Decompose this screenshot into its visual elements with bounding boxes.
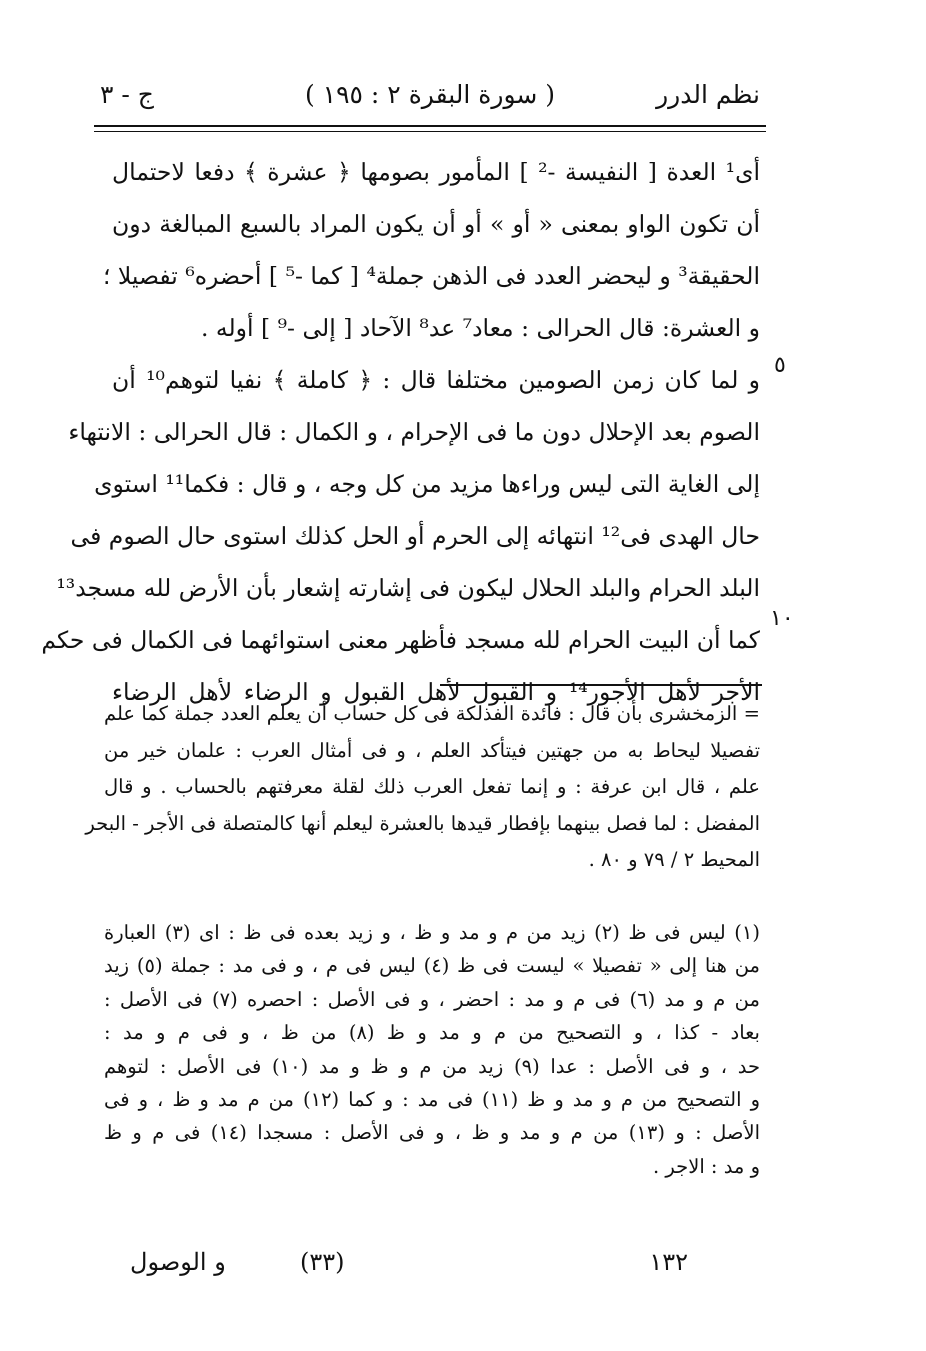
signature-mark: (٣٣) xyxy=(300,1248,345,1276)
volume-number: ج - ٣ xyxy=(100,80,154,109)
note-line: علم ، قال ابن عرفة : و إنما تفعل العرب ذلك لقلة معرفتهم بالحساب . و قال xyxy=(104,775,760,798)
note-line: المحيط ٢ / ٧٩ و ٨٠ . xyxy=(588,848,760,871)
line-number-5: ٥ xyxy=(774,353,786,378)
surah-reference: ( سورة البقرة ٢ : ١٩٥ ) xyxy=(304,80,556,109)
main-line: و لما كان زمن الصومين مختلفا قال : ﴿ كاملة ﴾ نفيا لتوهم¹⁰ أن xyxy=(112,366,760,394)
note-line: المفضل : لما فصل بينهما بإفطار قيدها بالعشرة ليعلم أنها كالمتصلة فى الأجر - البحر xyxy=(85,811,760,835)
variant-line: بعاد - كذا ، و التصحيح من م و مد و ظ (٨) من ظ ، و فى م و مد : xyxy=(104,1021,760,1045)
commentary-notes xyxy=(85,696,760,879)
variant-readings xyxy=(104,916,760,1183)
main-line: حال الهدى فى¹² انتهائه إلى الحرم أو الحل كذلك استوى حال الصوم فى xyxy=(70,522,760,550)
page-footer xyxy=(120,1248,740,1288)
main-line: البلد الحرام والبلد الحلال ليكون فى إشارته إشعار بأن الأرض لله مسجد¹³ xyxy=(56,574,760,602)
main-line: الأجر لأهل الأجور¹⁴ و القبول لأهل القبول و الرضاء لأهل الرضاء xyxy=(112,678,761,706)
variant-line: و التصحيح من م و مد و ظ (١١) فى مد : و كما (١٢) من م مد و ظ ، و فى xyxy=(104,1088,760,1112)
catchword: و الوصول xyxy=(130,1248,226,1276)
line-number-10: ١٠ xyxy=(770,606,794,631)
footnote-divider xyxy=(440,684,762,686)
main-line: إلى الغاية التى ليس وراءها مزيد من كل وجه ، و قال : فكما¹¹ استوى xyxy=(94,470,760,498)
note-line: = الزمخشرى بأن قال : فائدة الفذلكة فى كل حساب أن يعلم العدد جملة كما علم xyxy=(104,702,760,725)
book-title: نظم الدرر xyxy=(656,80,760,109)
main-line: الحقيقة³ و ليحضر العدد فى الذهن جملة⁴ [ كما -⁵ ] أحضره⁶ تفصيلا ؛ xyxy=(102,262,760,290)
main-line: الصوم بعد الإحلال دون ما فى الإحرام ، و الكمال : قال الحرالى : الانتهاء xyxy=(68,418,760,446)
running-header xyxy=(100,80,760,124)
variant-line: (١) ليس فى ظ (٢) زيد من م و مد و ظ ، و زيد بعده فى ظ : اى (٣) العبارة xyxy=(104,921,760,944)
page-number: ١٣٢ xyxy=(649,1248,688,1276)
variant-line: و مد : الاجر . xyxy=(652,1154,760,1178)
variant-line: حد ، و فى الأصل : عدا (٩) زيد من م و ظ و مد (١٠) فى الأصل : لتوهم xyxy=(104,1054,761,1078)
variant-line: من هنا إلى « تفصيلا » ليست فى ظ (٤) ليس فى م ، و فى مد : جملة (٥) زيد xyxy=(104,954,761,978)
main-line: أى¹ العدة [ النفيسة -² ] المأمور بصومها ﴿ عشرة ﴾ دفعا لاحتمال xyxy=(112,158,760,186)
main-line: و العشرة: قال الحرالى : معاد⁷ عد⁸ الآحاد [ إلى -⁹ ] أوله . xyxy=(200,314,760,342)
note-line: تفصيلا ليحاط به من جهتين فيتأكد العلم ، و فى أمثال العرب : علمان خير من xyxy=(104,738,760,762)
header-divider xyxy=(94,125,766,132)
main-line: أن تكون الواو بمعنى « أو » أو أن يكون المراد بالسبع المبالغة دون xyxy=(112,210,760,238)
variant-line: الأصل : و (١٣) من م و مد و ظ ، و فى الأصل : مسجدا (١٤) فى م و ظ xyxy=(104,1121,761,1145)
variant-line: من م و مد (٦) فى م و مد : احضر ، و فى الأصل : احصره (٧) فى الأصل : xyxy=(104,987,760,1011)
main-text-block xyxy=(41,146,761,718)
main-line: كما أن البيت الحرام لله مسجد فأظهر معنى استوائهما فى الكمال فى حكم xyxy=(41,626,760,654)
